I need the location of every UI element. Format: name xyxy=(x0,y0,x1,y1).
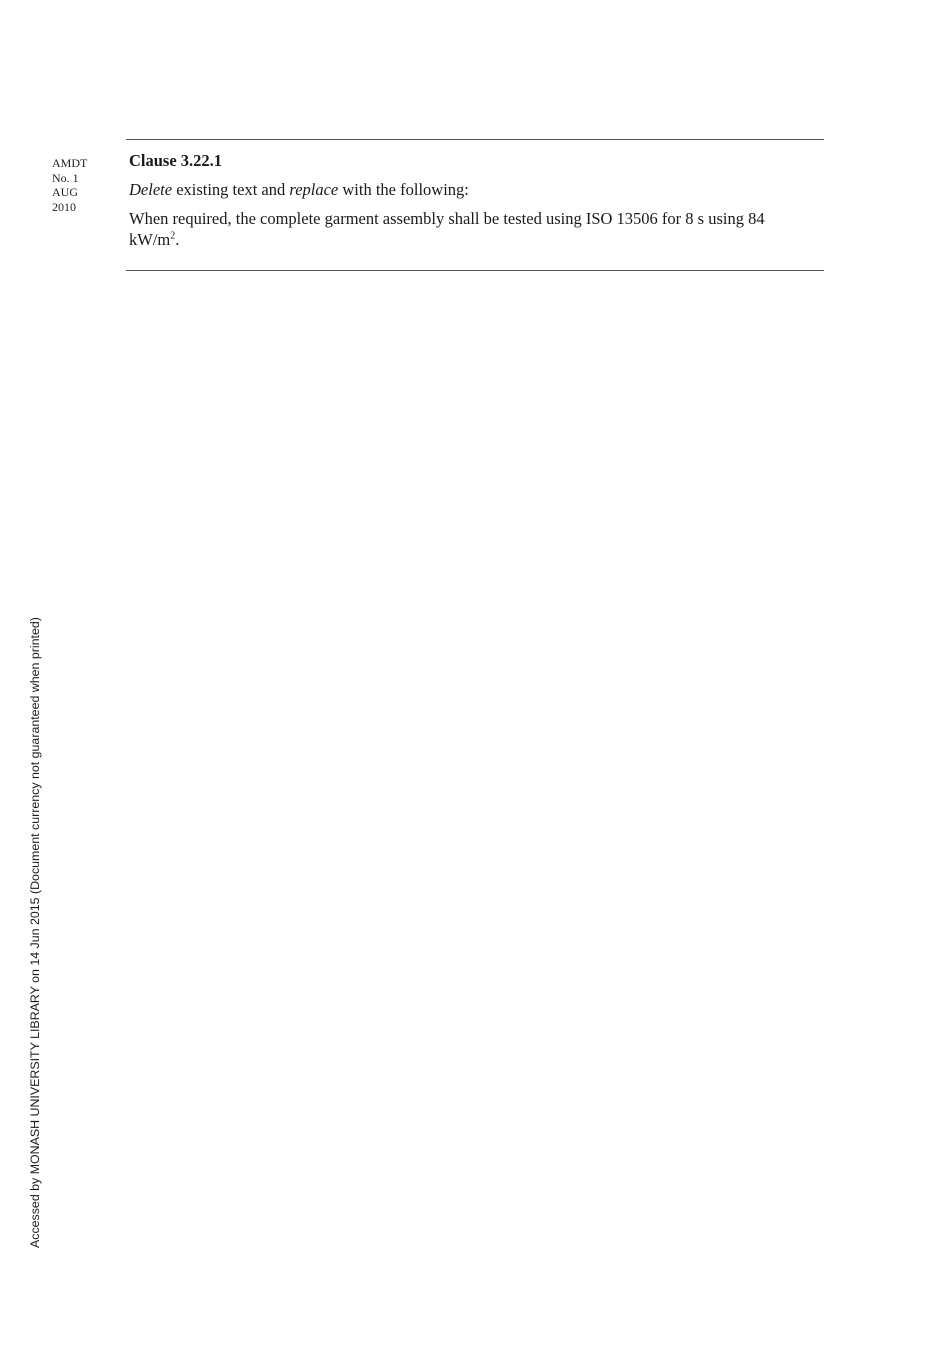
access-watermark: Accessed by MONASH UNIVERSITY LIBRARY on 14 Jun 2015 (Document currency not guaranteed when printed) xyxy=(28,617,42,1248)
instruction-end: with the following: xyxy=(338,180,469,199)
unit-superscript: 2 xyxy=(170,230,176,242)
amendment-instruction xyxy=(129,179,809,201)
amendment-content xyxy=(129,150,809,250)
replacement-text xyxy=(129,208,809,250)
amendment-label: AMDT xyxy=(52,156,88,170)
instruction-middle: existing text and xyxy=(172,180,290,199)
bottom-rule xyxy=(126,270,824,271)
clause-heading: Clause 3.22.1 xyxy=(129,151,223,170)
amendment-month: AUG xyxy=(52,185,78,199)
replacement-text-end: . xyxy=(175,230,180,249)
top-rule xyxy=(126,139,824,140)
amendment-margin-note xyxy=(52,156,112,214)
amendment-number: No. 1 xyxy=(52,170,79,185)
replace-word: replace xyxy=(289,180,339,199)
replacement-text-main: When required, the complete garment assembly shall be tested using ISO 13506 for 8 s using 84 kW/m xyxy=(129,209,765,249)
delete-word: Delete xyxy=(129,180,173,199)
amendment-year: 2010 xyxy=(52,199,76,214)
